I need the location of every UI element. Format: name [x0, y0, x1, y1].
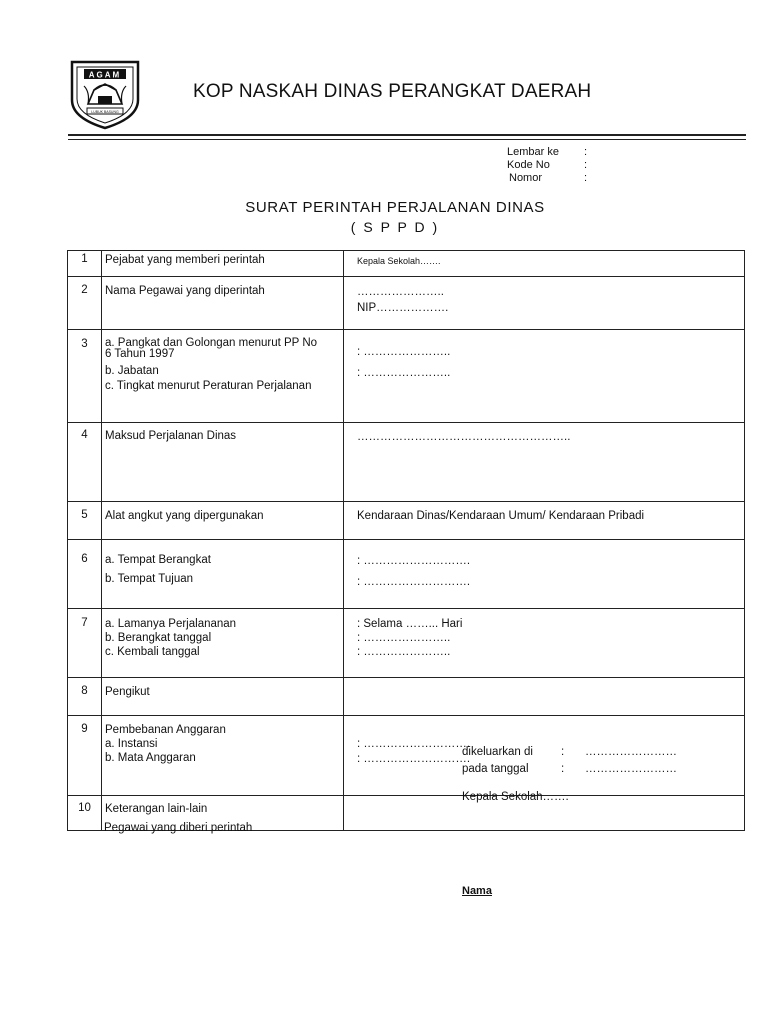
row-description-text: Pejabat yang memberi perintah	[105, 254, 265, 266]
row-description-text: b. Tempat Tujuan	[105, 573, 194, 585]
row-value-text: Kendaraan Dinas/Kendaraan Umum/ Kendaraan Pribadi	[357, 510, 645, 522]
row-number: 3	[68, 330, 102, 423]
letterhead-rule-thick	[68, 134, 746, 136]
table-row	[68, 277, 745, 330]
row-description-text: 6 Tahun 1997	[105, 348, 175, 360]
principal-signature-label: Kepala Sekolah…….	[462, 791, 569, 803]
row-value-text: Kepala Sekolah…….	[357, 256, 441, 266]
issued-date-value: ……………………	[585, 763, 677, 775]
row-description	[102, 330, 344, 423]
row-description-text: a. Tempat Berangkat	[105, 554, 211, 566]
issued-at-label: dikeluarkan di	[462, 746, 533, 758]
logo-bottom-text: LUBUK BASUNG	[91, 110, 119, 114]
row-value-text: : ……………………….	[357, 738, 471, 750]
row-number: 6	[68, 540, 102, 609]
row-value-text: : …………………..	[357, 367, 451, 379]
row-value	[344, 251, 745, 277]
row-number: 4	[68, 423, 102, 502]
row-description-text: a. Instansi	[105, 738, 158, 750]
row-value	[344, 678, 745, 716]
meta-lembar-sep: :	[584, 146, 588, 158]
row-description	[102, 502, 344, 540]
row-description-text: Alat angkut yang dipergunakan	[105, 510, 264, 522]
row-description	[102, 678, 344, 716]
row-value	[344, 423, 745, 502]
row-description-text: b. Jabatan	[105, 365, 159, 377]
row-value	[344, 609, 745, 678]
row-description-text: Maksud Perjalanan Dinas	[105, 430, 237, 442]
document-subtitle: ( S P P D )	[350, 219, 440, 235]
table-row	[68, 540, 745, 609]
row-description-text: Pembebanan Anggaran	[105, 724, 226, 736]
row-value	[344, 277, 745, 330]
row-description-text: b. Berangkat tanggal	[105, 632, 212, 644]
employee-signature-label: Pegawai yang diberi perintah	[104, 822, 253, 834]
meta-kode-sep: :	[584, 159, 588, 171]
logo-top-text: AGAM	[88, 70, 122, 80]
row-number: 9	[68, 716, 102, 796]
document-title: SURAT PERINTAH PERJALANAN DINAS	[245, 199, 545, 216]
row-description-text: c. Kembali tanggal	[105, 646, 200, 658]
row-description-text: Keterangan lain-lain	[105, 803, 208, 815]
meta-nomor-sep: :	[584, 172, 588, 184]
issued-date-sep: :	[561, 763, 565, 775]
row-value-text: : ……………………….	[357, 555, 471, 567]
row-value-text: NIP……………….	[357, 302, 449, 314]
letterhead-title: KOP NASKAH DINAS PERANGKAT DAERAH	[193, 81, 592, 102]
row-number: 10	[68, 796, 102, 831]
row-description	[102, 423, 344, 502]
row-description	[102, 540, 344, 609]
agam-logo	[70, 60, 140, 130]
row-number: 2	[68, 277, 102, 330]
row-value-text: : …………………..	[357, 346, 451, 358]
issued-date-label: pada tanggal	[462, 763, 529, 775]
row-description	[102, 716, 344, 796]
row-description-text: a. Pangkat dan Golongan menurut PP No	[105, 337, 318, 349]
row-description-text: b. Mata Anggaran	[105, 752, 196, 764]
row-number: 1	[68, 251, 102, 277]
row-description-text: a. Lamanya Perjalananan	[105, 618, 237, 630]
row-value-text: : …………………..	[357, 646, 451, 658]
issued-at-value: ……………………	[585, 746, 677, 758]
row-description	[102, 251, 344, 277]
issued-at-sep: :	[561, 746, 565, 758]
table-row	[68, 609, 745, 678]
meta-kode-label: Kode No	[507, 159, 550, 171]
table-row	[68, 251, 745, 277]
meta-nomor-label: Nomor	[509, 172, 543, 184]
row-description-text: c. Tingkat menurut Peraturan Perjalanan	[105, 380, 312, 392]
meta-lembar-label: Lembar ke	[507, 146, 559, 158]
table-row	[68, 678, 745, 716]
row-value-text: …………………..	[357, 286, 444, 298]
signatory-name: Nama	[462, 885, 492, 897]
row-value	[344, 330, 745, 423]
row-description	[102, 277, 344, 330]
row-value-text: : Selama ……... Hari	[357, 618, 463, 630]
row-number: 7	[68, 609, 102, 678]
letterhead-rule-thin	[68, 139, 746, 140]
row-value	[344, 502, 745, 540]
row-value	[344, 716, 745, 796]
row-number: 8	[68, 678, 102, 716]
row-description	[102, 609, 344, 678]
table-row	[68, 502, 745, 540]
table-row	[68, 423, 745, 502]
row-value	[344, 540, 745, 609]
row-value-text: : …………………..	[357, 632, 451, 644]
row-value-text: ………………………………………………..	[357, 431, 571, 443]
table-row	[68, 330, 745, 423]
row-description-text: Nama Pegawai yang diperintah	[105, 285, 265, 297]
row-number: 5	[68, 502, 102, 540]
row-value-text: : ……………………….	[357, 753, 471, 765]
row-description-text: Pengikut	[105, 686, 150, 698]
row-value-text: : ……………………….	[357, 576, 471, 588]
sppd-table	[67, 250, 745, 831]
